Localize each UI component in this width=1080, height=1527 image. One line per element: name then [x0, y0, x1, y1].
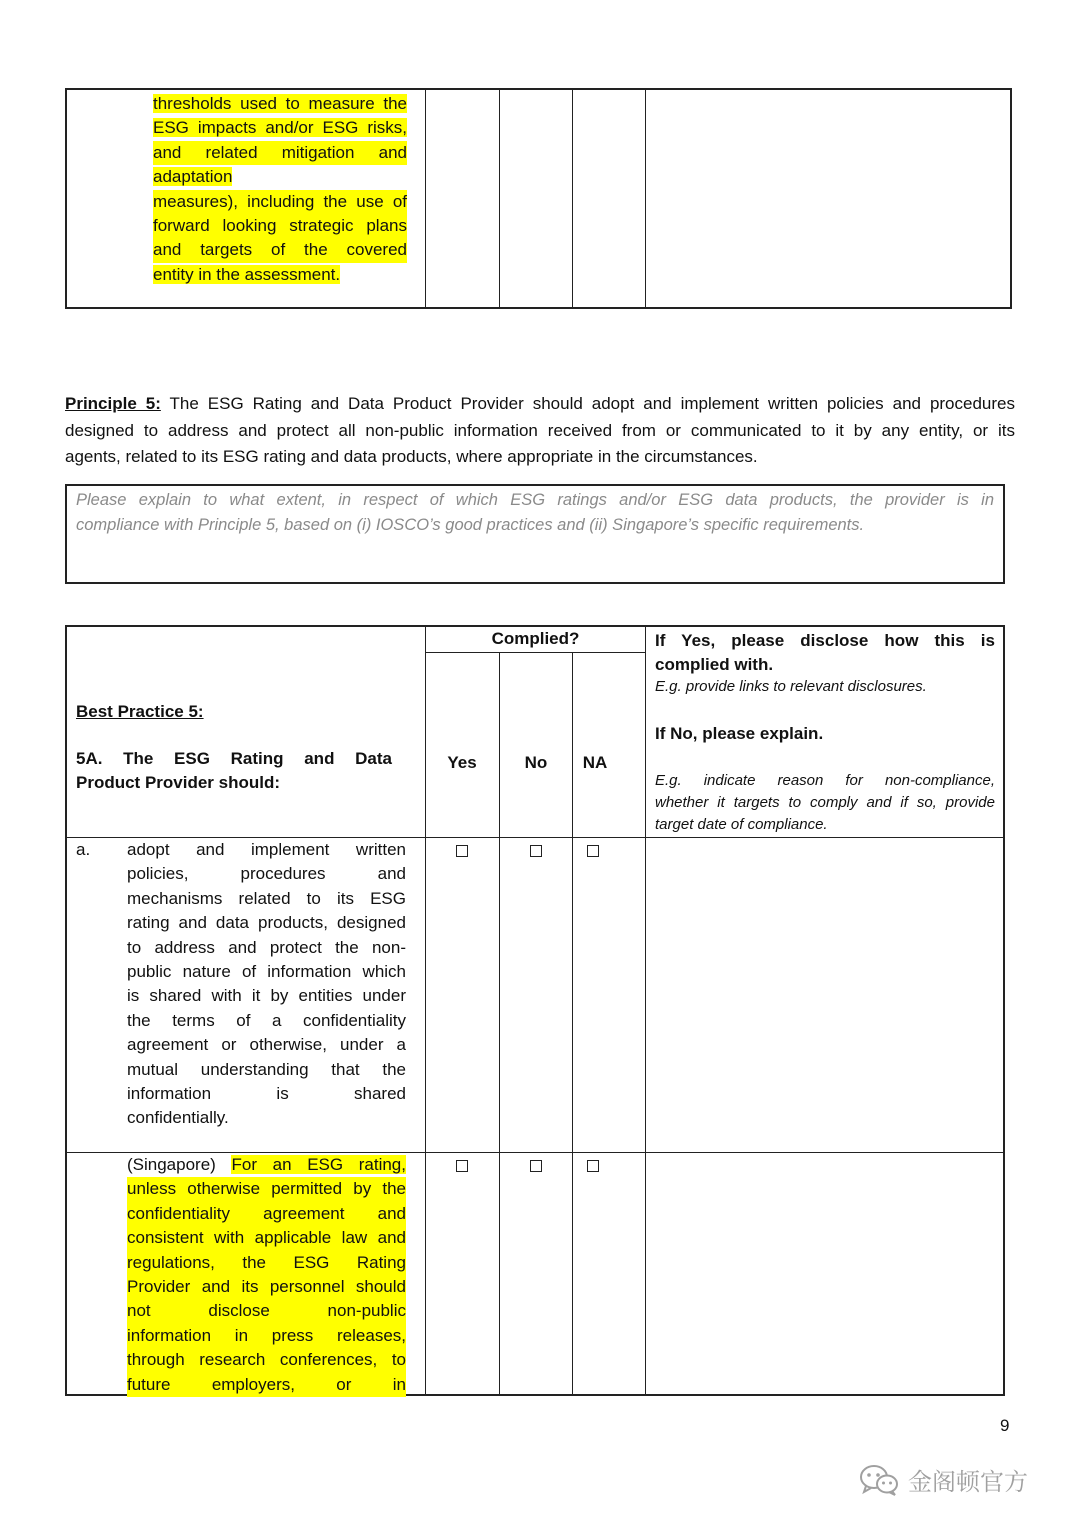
text-line: future employers, or in [127, 1373, 406, 1397]
item-letter: a. [76, 840, 91, 859]
principle-title: Principle 5: [65, 394, 161, 413]
text-line: regulations, the ESG Rating [127, 1251, 406, 1275]
disclosure-guidance [655, 629, 995, 836]
wechat-icon [858, 1463, 900, 1497]
col-divider [572, 90, 573, 307]
text-line: If Yes, please disclose how this is [655, 631, 995, 650]
singapore-prefix: (Singapore) [127, 1155, 232, 1174]
text-line: E.g. provide links to relevant disclosures. [655, 678, 927, 695]
text-line: Provider and its personnel should [127, 1275, 406, 1299]
text-line: confidentiality agreement and [127, 1202, 406, 1226]
item-a-yes-checkbox[interactable] [456, 845, 468, 857]
text-line: rating and data products, designed [127, 913, 406, 933]
text-line: adaptation [153, 167, 233, 187]
text-line: and targets of the covered [153, 238, 407, 262]
na-header: NA [582, 753, 608, 772]
col-divider [425, 627, 426, 1396]
text-line: Please explain to what extent, in respect of which ESG ratings and/or ESG data products, the provider is in [76, 491, 994, 509]
text-line: 5A. The ESG Rating and Data [76, 749, 392, 768]
text-line: not disclose non-public [127, 1299, 406, 1323]
text-line: Product Provider should: [76, 773, 281, 792]
text-line: entity in the assessment. [153, 264, 341, 284]
continued-table [65, 88, 1012, 309]
item-a-text [127, 838, 406, 1131]
complied-header: Complied? [491, 629, 580, 648]
text-line: E.g. indicate reason for non-compliance, [655, 771, 995, 789]
item-sg-na-checkbox[interactable] [587, 1160, 599, 1172]
best-practice-subtitle [76, 747, 392, 795]
no-header: No [524, 753, 548, 772]
text-line: consistent with applicable law and [127, 1226, 406, 1250]
text-line: to address and protect the non- [127, 937, 406, 957]
item-sg-no-checkbox[interactable] [530, 1160, 542, 1172]
text-line: target date of compliance. [655, 815, 828, 833]
col-divider [645, 90, 646, 307]
text-line: measures), including the use of [153, 190, 407, 214]
continued-criterion-text [153, 92, 407, 287]
text-line: The ESG Rating and Data Product Provider should adopt and implement written policies and procedures [160, 394, 1015, 413]
text-line: thresholds used to measure the [153, 94, 407, 113]
item-singapore-text [127, 1153, 406, 1397]
watermark-text: 金阁顿官方 [908, 1468, 1028, 1496]
item-a-na-checkbox[interactable] [587, 845, 599, 857]
text-line: public nature of information which [127, 962, 406, 982]
explanation-input-box[interactable] [65, 484, 1005, 584]
text-line: adopt and implement written [127, 840, 406, 859]
text-line: If No, please explain. [655, 724, 824, 743]
text-line: confidentially. [127, 1108, 229, 1128]
text-line: designed to address and protect all non-public information received from or communicated to it by any entity, or its [65, 420, 1015, 440]
text-line: mutual understanding that the [127, 1059, 406, 1079]
text-line: forward looking strategic plans [153, 214, 407, 238]
watermark [858, 1462, 1028, 1497]
text-line: unless otherwise permitted by the [127, 1177, 406, 1201]
explanation-placeholder [76, 488, 994, 537]
col-divider [499, 90, 500, 307]
text-line: information is shared [127, 1084, 406, 1104]
text-line: information in press releases, [127, 1324, 406, 1348]
text-line: the terms of a confidentiality [127, 1010, 406, 1030]
text-line: For an ESG rating, [231, 1155, 406, 1174]
text-line: is shared with it by entities under [127, 986, 406, 1006]
text-line: agreement or otherwise, under a [127, 1035, 406, 1055]
yes-header: Yes [447, 753, 477, 772]
item-a-no-checkbox[interactable] [530, 845, 542, 857]
col-divider [425, 90, 426, 307]
page-number: 9 [1000, 1416, 1010, 1435]
text-line: and related mitigation and [153, 141, 407, 165]
row-divider [425, 652, 645, 653]
item-sg-yes-checkbox[interactable] [456, 1160, 468, 1172]
principle-paragraph [65, 391, 1015, 471]
best-practice-table [65, 625, 1005, 1396]
text-line: ESG impacts and/or ESG risks, [153, 118, 407, 138]
text-line: policies, procedures and [127, 864, 406, 884]
text-line: whether it targets to comply and if so, provide [655, 793, 995, 811]
text-line: agents, related to its ESG rating and data products, where appropriate in the circumstances. [65, 447, 758, 466]
text-line: complied with. [655, 654, 774, 674]
col-divider [645, 627, 646, 1396]
best-practice-title: Best Practice 5: [76, 702, 204, 721]
text-line: through research conferences, to [127, 1348, 406, 1372]
text-line: mechanisms related to its ESG [127, 888, 406, 908]
text-line: compliance with Principle 5, based on (i) IOSCO’s good practices and (ii) Singapore’s specific requirements. [76, 515, 865, 534]
